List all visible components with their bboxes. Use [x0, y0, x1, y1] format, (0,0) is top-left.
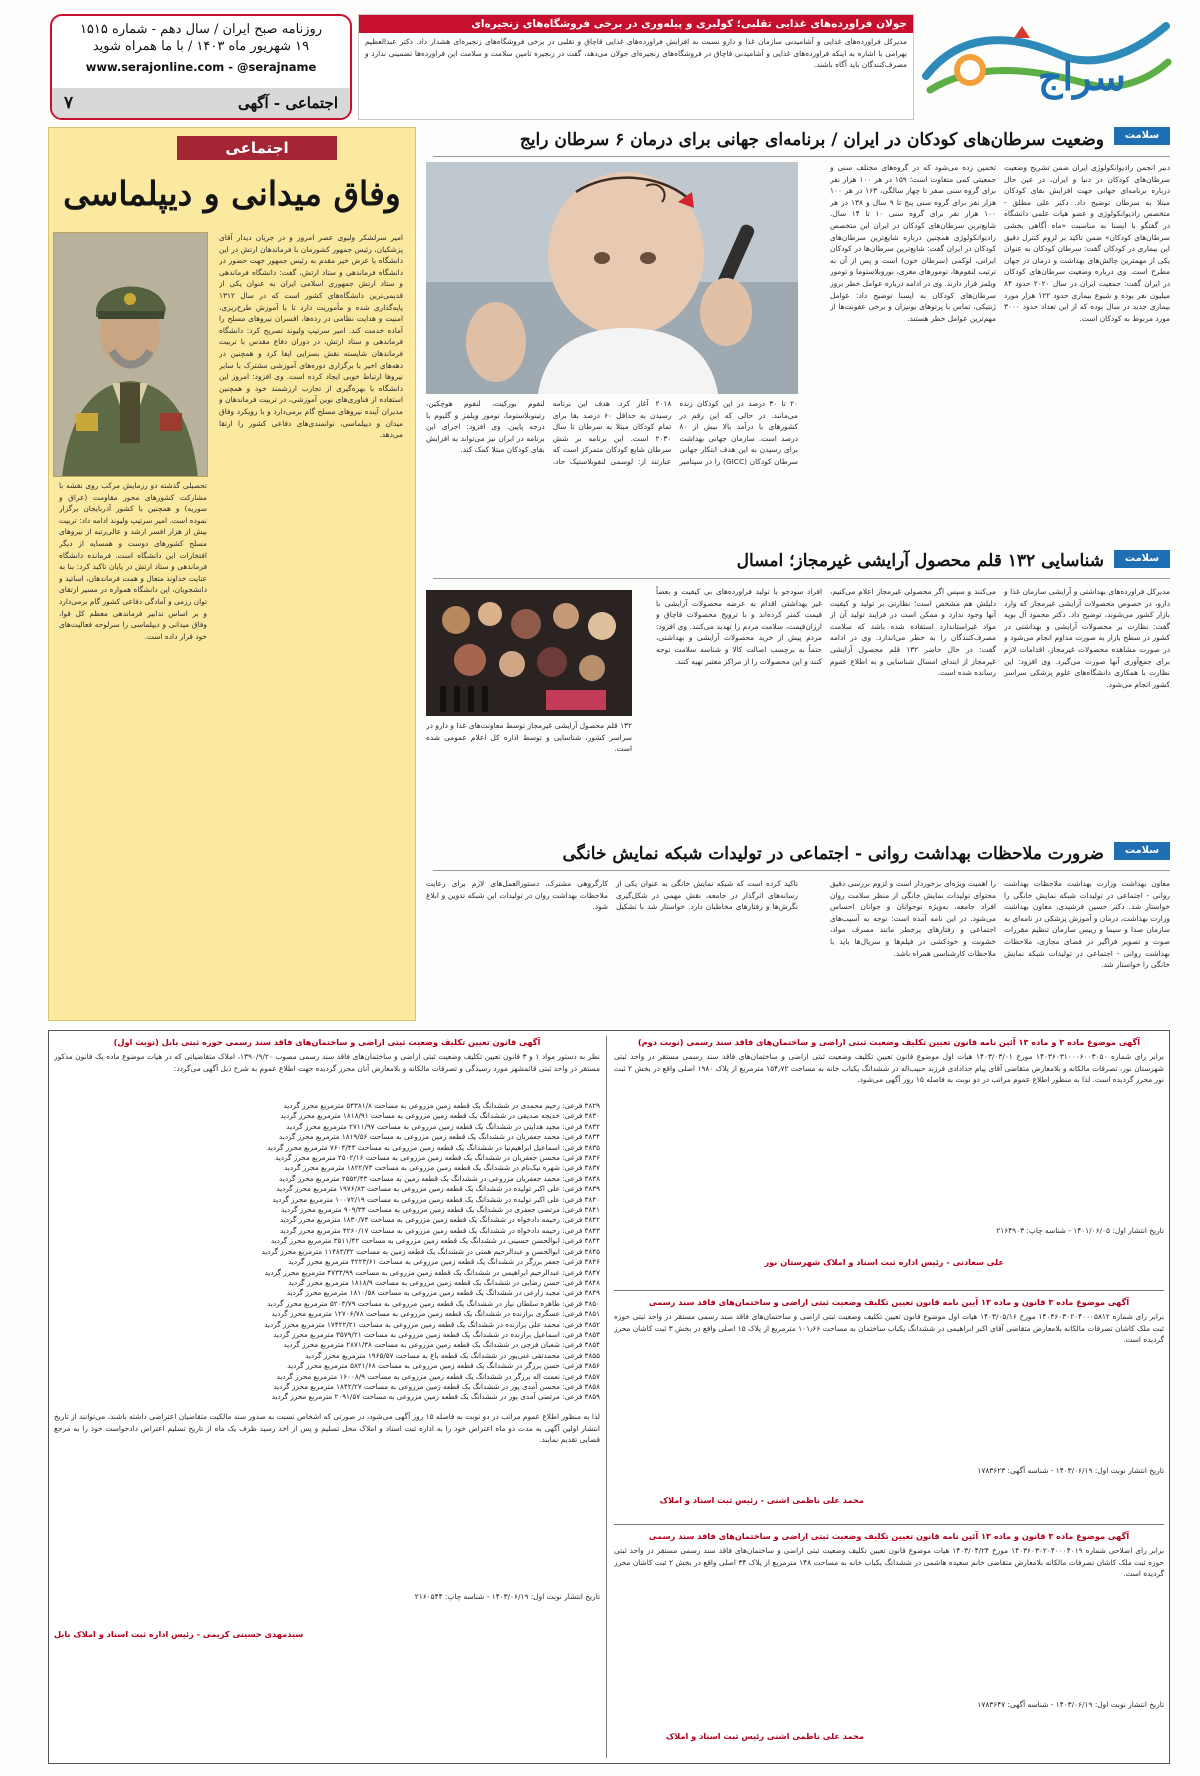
logo-text: سراج: [1038, 54, 1126, 99]
legal-ad-1-dates: تاریخ انتشار اول: ۱۴۰۱/۰۶/۰۵ - شناسه چاپ: ۲۱۶۴۹۰۳: [996, 1226, 1164, 1235]
parcel-row: ۳۸۴۹ فرعی: مجید زارعی در ششدانگ یک قطعه زمین مزروعی به مساحت ۱۸۱۰/۵۸ مترمربع محرز گردید: [286, 1288, 600, 1298]
person-photo-icon: [53, 233, 207, 477]
divider: [433, 156, 1170, 157]
lead-news-box[interactable]: [358, 14, 914, 120]
legal-ad-3-body: برابر رای اصلاحی شماره ۱۴۰۳۶۰۳۰۲۰۴۰۰۰۴۰۱۹ مورخ ۱۴۰۳/۰۴/۲۴ هیات موضوع قانون تعیین تکلیف وضعیت ثبتی اراضی و ساختمان‌های فاقد سند رسمی مستقر در واحد ثبتی حوزه ثبت ملک کاشان تصرفات مالکانه بلامعارض متقاضی خانم سعیده هاشمی در ششدانگ یکباب خانه به مساحت ۱۴۸ مترمربع از پلاک ۳۴ اصلی واقع در بخش ۲ ثبت کاشان محرز گردیده است.: [614, 1546, 1164, 1579]
section-tag-health-2: سلامت: [1114, 550, 1170, 568]
parcel-row: ۳۸۳۹ فرعی: علی اکبر تولیده در ششدانگ یک قطعه زمین مزروعی به مساحت ۱۹۷۶/۸۳ مترمربع محرز گردید: [276, 1184, 600, 1194]
parcel-row: ۳۸۴۶ فرعی: جعفر برزگر در ششدانگ یک قطعه زمین مزروعی به مساحت ۴۲۲۳/۶۱ مترمربع محرز گردید: [288, 1257, 600, 1267]
article3-text-middle: را اهمیت ویژه‌ای برخوردار است و لزوم بررسی دقیق محتوای تولیدات نمایش خانگی از منظر سلامت روان افراد جامعه، به‌ویژه نوجوانان و جوانان احساس می‌شود. در این نامه آمده است: توجه به آسیب‌های اجتماعی و رفتارهای پرخطر مانند مصرف مواد، خشونت و خودکشی در فیلم‌ها و سریال‌ها باید با ملاحظات کارشناسی همراه باشد.: [830, 879, 996, 958]
legal-ad-4-intro: نظر به دستور مواد ۱ و ۳ قانون تعیین تکلیف وضعیت ثبتی اراضی و ساختمان‌های فاقد سند رسمی مصوب ۱۳۹۰/۹/۲۰، املاک متقاضیانی که در هیات موضوع ماده یک قانون مذکور مستقر در واحد ثبتی قائمشهر مورد رسیدگی و تصرفات مالکانه و بلامعارض آنان محرز گردیده جهت اطلاع عموم به شرح ذیل آگهی می‌گردد:: [54, 1052, 600, 1073]
child-patient-photo: [426, 162, 798, 394]
cosmetics-photo-icon: [426, 590, 632, 716]
parcel-row: ۳۸۳۴ فرعی: محمد جعفریان در ششدانگ یک قطعه زمین مزروعی به مساحت ۱۸۱۹/۵۶ مترمربع محرز گردید: [279, 1132, 600, 1142]
parcel-row: ۳۸۳۷ فرعی: شهره نیک‌نام در ششدانگ یک قطعه زمین مزروعی به مساحت ۱۸۲۲/۷۳ مترمربع محرز گردید: [284, 1163, 600, 1173]
legal-ad-1: [614, 1036, 1164, 1282]
column-divider: [606, 1036, 607, 1758]
newspaper-logo[interactable]: [918, 14, 1172, 110]
masthead-box: [50, 14, 352, 120]
parcel-row: ۳۸۴۰ فرعی: علی اکبر تولیده در ششدانگ یک قطعه زمین مزروعی به مساحت ۱۰۰۷۲/۱۹ مترمربع محرز گردید: [272, 1194, 600, 1204]
divider: [433, 578, 1170, 579]
parcel-row: ۳۸۵۰ فرعی: طاهره سلطان نیاز در ششدانگ یک قطعه زمین مزروعی به مساحت ۵۲۰۳/۷۹ مترمربع محرز گردید: [267, 1298, 600, 1308]
legal-ad-1-body: برابر رای شماره ۱۴۰۳۶۰۳۱۰۰۰۶۰۰۳۰۵۰ مورخ ۱۴۰۳/۰۳/۰۱ هیات اول موضوع قانون تعیین تکلیف وضعیت ثبتی اراضی و ساختمان‌های فاقد سند رسمی مستقر در واحد ثبتی شهرستان نور، تصرفات مالکانه و بلامعارض متقاضی آقای پیام خدادادی فرزند حبیب‌اله در ششدانگ یکباب خانه به مساحت ۱۵۴٫۷۲ مترمربع از پلاک ۱۹۸۰ اصلی واقع در بخش ۲ ثبت نور محرز گردیده است. لذا به منظور اطلاع عموم مراتب در دو نوبت به فاصله ۱۵ روز آگهی می‌شود.: [614, 1052, 1164, 1085]
parcel-row: ۳۸۴۷ فرعی: عبدالرحیم ابراهیمی در ششدانگ یک قطعه زمین مزروعی به مساحت ۴۷۳۴/۹۹ مترمربع محرز گردید: [264, 1267, 600, 1277]
parcel-row: ۳۸۴۸ فرعی: حسن رضایی در ششدانگ یک قطعه زمین مزروعی به مساحت ۱۸۱۸/۹ مترمربع محرز گردید: [288, 1277, 600, 1287]
lead-news-title[interactable]: جولان فراورده‌های غذایی تقلبی؛ کولبری و پیلەوری در برخی فروشگاه‌های زنجیره‌ای: [359, 15, 913, 33]
divider: [614, 1524, 1164, 1525]
legal-ad-2-body: برابر رای شماره ۱۴۰۳۶۰۳۰۲۰۴۰۰۰۵۸۱۲ مورخ ۱۴۰۳/۰۵/۱۶ هیات اول موضوع قانون تعیین تکلیف وضعیت ثبتی اراضی و ساختمان‌های فاقد سند رسمی مستقر در واحد ثبتی حوزه ثبت ملک کاشان تصرفات مالکانه بلامعارض متقاضی آقای اکبر ابراهیمی در ششدانگ یکباب ساختمان به مساحت ۱۰۱٫۶۶ مترمربع از پلاک ۱۵ اصلی واقع در بخش ۳ ثبت کاشان محرز گردیده است.: [614, 1312, 1164, 1345]
parcel-row: ۳۸۴۵ فرعی: ابوالحسن و عبدالرحیم همتی در ششدانگ یک قطعه زمین به مساحت ۱۱۴۸۳/۳۲ مترمربع محرز گردید: [261, 1246, 600, 1256]
article2-headline[interactable]: شناسایی ۱۳۲ قلم محصول آرایشی غیرمجاز؛ امسال: [736, 551, 1104, 571]
article1-text-right: دبیر انجمن رادیوانکولوژی ایران ضمن تشریح وضعیت سرطان‌های کودکان در دنیا و ایران، در عین حال درباره برنامه‌ای جهانی جهت افزایش بقای کودکان مبتلا به سرطان توضیح داد. دکتر علی مطلق - متخصص رادیوانکولوژی و عضو هیات علمی دانشگاه در گفتگو با ایسنا به مناسبت «ماه آگاهی بخشی سرطان‌های کودکان» ضمن تاکید بر لزوم کنترل دقیق این بیماری در کودکان گفت: سرطان کودکان به عنوان یکی از مهمترین چالش‌های بهداشت و درمان در جهان مطرح است. وی درباره وضعیت سرطان‌های کودکان در ایران گفت: جمعیت ایران در سال ۲۰۲۰ حدود ۸۴ میلیون نفر بوده و شیوع بیماری حدود ۱۲۲ هزار مورد بیماری جدید در سال بوده که از این تعداد حدود ۳۰۰۰ مورد مربوط به کودکان است.: [1004, 163, 1170, 323]
article2-text-right: مدیرکل فراورده‌های بهداشتی و آرایشی سازمان غذا و دارو، در خصوص محصولات آرایشی غیرمجاز که وارد بازار کشور می‌شوند، توضیح داد. دکتر محمود آل بویه گفت: نظارت بر محصولات آرایشی و بهداشتی در کشور در سطح بازار به صورت مداوم انجام می‌شود و در صورت مشاهده محصولات غیرمجاز، اقدامات لازم برای جمع‌آوری آنها صورت می‌گیرد. وی افزود: این نظارت با همکاری دانشگاه‌های علوم پزشکی سراسر کشور انجام می‌شود.: [1004, 587, 1170, 689]
parcel-row: ۳۸۵۶ فرعی: حسن برزگر در ششدانگ یک قطعه زمین مزروعی به مساحت ۵۸۲۱/۶۸ مترمربع محرز گردید: [287, 1361, 600, 1371]
legal-ad-4-outro: لذا به منظور اطلاع عموم مراتب در دو نوبت به فاصله ۱۵ روز آگهی می‌شود، در صورتی که اشخاص نسبت به صدور سند مالکیت متقاضیان اعتراضی داشته باشند، می‌توانند از تاریخ انتشار اولین آگهی به مدت دو ماه اعتراض خود را به اداره ثبت اسناد و املاک محل تسلیم و پس از اخذ رسید ظرف یک ماه از تاریخ تسلیم اعتراض دادخواست خود را به مرجع قضایی تقدیم نمایند.: [54, 1412, 600, 1445]
article3-text-left: تاکید کرده است که شبکه نمایش خانگی به عنوان یکی از رسانه‌های اثرگذار در جامعه، نقش مهمی در شکل‌گیری نگرش‌ها و رفتارهای مخاطبان دارد. خواستار شد با تشکیل کارگروهی مشترک، دستورالعمل‌های لازم برای رعایت ملاحظات بهداشت روان در تولیدات این شبکه تدوین و ابلاغ شود.: [426, 879, 798, 912]
legal-ad-2-signature: محمد علی ناظمی اشنی - رئیس ثبت اسناد و املاک: [659, 1495, 864, 1505]
lead-news-body: مدیرکل فراورده‌های غذایی و آشامیدنی سازمان غذا و دارو نسبت به افزایش فراورده‌های غذایی قاچاق و تقلبی در برخی فروشگاه‌های زنجیره‌ای هشدار داد. دکتر عبدالعظیم بهرامی با اشاره به اینکه فراورده‌های غذایی و آشامیدنی قاچاق در فروشگاه‌های زنجیره‌ای جولان می‌دهد، گفت در زنجیره تامین سلامت و سلامت این فراورده‌ها تضمینی ندارد و مصرف‌کنندگان باید آگاه باشند.: [365, 37, 907, 70]
issue-info: روزنامه صبح ایران / سال دهم - شماره ۱۵۱۵: [79, 22, 323, 37]
sidebar-column: [48, 127, 416, 1021]
parcel-row: ۳۸۳۲ فرعی: مجید هدایتی در ششدانگ یک قطعه زمین مزروعی به مساحت ۲۷۱۱/۹۷ مترمربع محرز گردید: [286, 1121, 600, 1131]
legal-ad-3-signature: محمد علی ناظمی اشنی رئیس ثبت اسناد و املاک: [665, 1731, 864, 1741]
page-section-bar: [52, 88, 350, 118]
legal-ad-2: [614, 1296, 1164, 1516]
divider: [614, 1290, 1164, 1291]
article3-headline[interactable]: ضرورت ملاحظات بهداشت روانی - اجتماعی در تولیدات شبکه نمایش خانگی: [562, 844, 1104, 864]
parcel-row: ۳۸۵۱ فرعی: عسگری برازنده در ششدانگ یک قطعه زمین مزروعی به مساحت ۱۲۷۰۶/۷۸ مترمربع محرز گردید: [271, 1309, 600, 1319]
parcel-row: ۳۸۴۳ فرعی: رحیمه دادخواه در ششدانگ یک قطعه زمین مزروعی به مساحت ۴۲۶۰/۱۷ مترمربع محرز گردید: [280, 1225, 600, 1235]
cosmetics-photo: [426, 590, 632, 716]
parcel-row: ۳۸۵۲ فرعی: محمد علی برازنده در ششدانگ یک قطعه زمین مزروعی به مساحت ۱۷۴۲۲/۲۱ مترمربع محرز گردید: [264, 1319, 600, 1329]
legal-ad-3-dates: تاریخ انتشار نوبت اول: ۱۴۰۳/۰۶/۱۹ - شناسه آگهی: ۱۷۸۳۶۴۷: [977, 1700, 1164, 1709]
section-tag-health-1: سلامت: [1114, 127, 1170, 145]
parcel-row: ۳۸۳۵ فرعی: اسماعیل ابراهیم‌نیا در ششدانگ یک قطعه زمین مزروعی به مساحت ۷۶۰۴/۴۳ مترمربع محرز گردید: [267, 1142, 600, 1152]
parcel-row: ۳۸۵۴ فرعی: شعبان فرجی در ششدانگ یک قطعه زمین مزروعی به مساحت ۲۸۷۱/۳۸ مترمربع محرز گردید: [283, 1340, 600, 1350]
legal-ad-1-title: آگهی موضوع ماده ۳ و ماده ۱۳ آئین نامه قانون تعیین تکلیف وضعیت ثبتی اراضی و ساختمان‌های فاقد سند رسمی (نوبت دوم): [637, 1037, 1141, 1047]
parcel-row: ۳۸۴۱ فرعی: مرتضی جعفری در ششدانگ یک قطعه زمین مزروعی به مساحت ۹۰۹/۳۴ مترمربع محرز گردید: [281, 1205, 600, 1215]
legal-ad-4-title: آگهی قانون تعیین تکلیف وضعیت ثبتی اراضی و ساختمان‌های فاقد سند رسمی حوزه ثبتی بابل (نوبت اول): [113, 1037, 541, 1047]
article1-text-lower: ۲۰ تا ۳۰ درصد در این کودکان زنده می‌مانند. در حالی که این رقم در کشورهای با درآمد بالا بیش از ۸۰ درصد است. سازمان جهانی بهداشت برای رسیدن به این هدف ابتکار جهانی سرطان کودکان (GICC) را در سپتامبر ۲۰۱۸ آغاز کرد. هدف این برنامه رسیدن به حداقل ۶۰ درصد بقا برای تمام کودکان مبتلا به سرطان تا سال ۲۰۳۰ است. این برنامه بر شش سرطان شایع کودکان متمرکز است که عبارتند از: لوسمی لنفوبلاستیک حاد، لنفوم بورکیت، لنفوم هوچکین، رتینوبلاستوما، تومور ویلمز و گلیوم با درجه پایین. وی افزود: اجرای این برنامه در ایران نیز می‌تواند به افزایش بقای کودکان مبتلا کمک کند.: [426, 399, 798, 466]
sidebar-headline[interactable]: وفاق میدانی و دیپلماسی: [63, 174, 401, 213]
article1-text-middle: تخمین زده می‌شود که در گروه‌های مختلف سنی و جمعیتی کمی متفاوت است؛ ۱۵۹ در هر ۱۰۰ هزار نفر برای گروه سنی صفر تا چهار سالگی، ۱۶۳ در هر ۱۰۰ هزار نفر برای گروه سنی پنج تا ۹ سال و ۱۳۸ در هر ۱۰۰ هزار نفر برای گروه سنی ۱۰ تا ۱۴ سال. شایع‌ترین سرطان‌های کودکان در ایران این متخصص رادیوانکولوژی همچنین درباره شایع‌ترین سرطان‌های کودکان در ایران گفت: شایع‌ترین سرطان‌ها در کودکان ایرانی، لوکمی (سرطان خون) است و پس از آن به ترتیب لنفوم‌ها، تومورهای مغزی، نوروبلاستوما و تومور ویلمز قرار دارند. وی در ادامه درباره عوامل خطر بروز سرطان‌های کودکان به ایسنا توضیح داد: عوامل ژنتیکی، تماس با پرتوهای یونیزان و برخی عفونت‌ها از مهم‌ترین عوامل خطر هستند.: [830, 163, 996, 323]
sidebar-article-text-continued: تحصیلی گذشته دو رزمایش مرکب روی نقشه با مشارکت کشورهای محور مقاومت (عراق و سوریه) و همچنین با کشور آذربایجان برگزار نموده است. امیر سرتیپ ولیوند ادامه داد: تربیت بیش از هزار افسر ارشد و عالی‌رتبه از نیروهای مسلح کشورهای دوست و همسایه از دیگر افتخارات این دانشگاه است. فرمانده دانشگاه فرماندهی و ستاد ارتش در پایان تاکید کرد: بنا به عنایت خداوند متعال و همت فرماندهان، اساتید و دانشجویان، این دانشگاه همواره در مسیر ارتقای توان رزمی و آمادگی دفاعی کشور گام برمی‌دارد و بر اساس تدابیر فرماندهی معظم کل قوا، وفاق میدانی و دیپلماسی را سرلوحه فعالیت‌های خود قرار داده است.: [59, 481, 207, 641]
divider: [433, 870, 1170, 871]
legal-ad-2-dates: تاریخ انتشار نوبت اول: ۱۴۰۳/۰۶/۱۹ - شناسه آگهی: ۱۷۸۳۶۲۳: [977, 1466, 1164, 1475]
parcel-row: ۳۸۵۹ فرعی: مرتضی آمدی پور در ششدانگ یک قطعه زمین مزروعی به مساحت ۲۰۹۱/۵۷ مترمربع محرز گردید: [271, 1392, 600, 1402]
legal-ad-4-signature: سیدمهدی حسینی کریمی - رئیس اداره ثبت اسناد و املاک بابل: [54, 1629, 304, 1639]
parcel-row: ۳۸۴۴ فرعی: ابوالحسن حسینی در ششدانگ یک قطعه زمین مزروعی به مساحت ۳۵۱۱/۴۲ مترمربع محرز گردید: [270, 1236, 600, 1246]
parcel-row: ۳۸۴۲ فرعی: رحیمه دادخواه در ششدانگ یک قطعه زمین مزروعی به مساحت ۱۸۳۰/۷۴ مترمربع محرز گردید: [280, 1215, 600, 1225]
legal-ad-3: [614, 1530, 1164, 1756]
page-section-name: اجتماعی - آگهی: [237, 94, 338, 112]
issue-date: ۱۹ شهریور ماه ۱۴۰۳ / با ما همراه شوید: [92, 39, 310, 54]
parcel-row: ۳۸۵۷ فرعی: نعمت اله برزگر در ششدانگ یک قطعه زمین مزروعی به مساحت ۱۶۰۰۸/۹ مترمربع محرز گردید: [276, 1371, 600, 1381]
legal-ad-4-parcel-list: [54, 1101, 600, 1405]
parcel-row: ۳۸۳۶ فرعی: محسن جعفریان در ششدانگ یک قطعه زمین مزروعی به مساحت ۲۵۰۲/۱۶ مترمربع محرز گردید: [275, 1153, 600, 1163]
legal-ad-2-title: آگهی موضوع ماده ۳ قانون و ماده ۱۳ آیین نامه قانون تعیین تکلیف وضعیت ثبتی اراضی و ساختمان‌های فاقد سند رسمی: [648, 1297, 1130, 1307]
page-number: ۷: [64, 93, 74, 113]
section-tag-health-3: سلامت: [1114, 842, 1170, 860]
legal-ad-4-dates: تاریخ انتشار نوبت اول: ۱۴۰۳/۰۶/۱۹ - شناسه چاپ: ۲۱۶۰۵۴۴: [414, 1592, 600, 1601]
parcel-row: ۳۸۵۵ فرعی: محمدتقی غنی‌پور در ششدانگ یک قطعه باغ به مساحت ۱۹۶۵/۵۷ مترمربع محرز گردید: [305, 1350, 600, 1360]
article2-photo-caption: ۱۳۲ قلم محصول آرایشی غیرمجاز توسط معاونت‌های غذا و دارو در سراسر کشور، شناسایی و توسط اداره کل اعلام عمومی شده است.: [426, 721, 632, 754]
article2-text-left: افراد سودجو با تولید فراورده‌های بی کیفیت و بعضاً غیر بهداشتی اقدام به عرضه محصولات آرایشی با قیمت کمتر کرده‌اند و با ترویج محصولات قاچاق و ارزان‌قیمت، سلامت مردم را تهدید می‌کنند. وی افزود: مردم پیش از خرید محصولات آرایشی و بهداشتی، حتماً به برچسب اصالت کالا و شناسه سلامت توجه کنند و این محصولات را از مراکز معتبر تهیه کنند.: [656, 587, 822, 666]
child-photo-icon: [426, 162, 798, 394]
parcel-row: ۳۸۵۸ فرعی: محسن آمدی پور در ششدانگ یک قطعه زمین مزروعی به مساحت ۱۸۴۲/۲۷ مترمربع محرز گردید: [273, 1381, 600, 1391]
parcel-row: ۳۸۳۸ فرعی: محمد جعفریان مزروعی در ششدانگ یک قطعه زمین به مساحت ۲۵۵۲/۴۳ مترمربع محرز گردید: [279, 1173, 600, 1183]
article2-text-middle: می‌کنند و سپس اگر محصولی غیرمجاز اعلام می‌کنیم، دلیلش هم مشخص است؛ نظارتی بر تولید و کیفیت آنها وجود ندارد و ممکن است در فرایند تولید آن از مواد غیراستاندارد استفاده شده باشد که سلامت مصرف‌کنندگان را به خطر می‌اندازد. وی در ادامه گفت: در حال حاضر ۱۳۲ قلم محصول آرایشی غیرمجاز از ابتدای امسال شناسایی و به اطلاع عموم رسانده شده است.: [830, 587, 996, 678]
legal-ad-3-title: آگهی موضوع ماده ۳ قانون و ماده ۱۳ آئین نامه قانون تعیین تکلیف وضعیت ثبتی اراضی و ساختمان‌های فاقد سند رسمی: [648, 1531, 1130, 1541]
parcel-row: ۳۸۵۳ فرعی: اسماعیل برازنده در ششدانگ یک قطعه زمین مزروعی به مساحت ۳۵۷۹/۲۱ مترمربع محرز گردید: [273, 1329, 600, 1339]
commander-photo: [53, 232, 208, 477]
sidebar-article-text: امیر سرلشکر ولیوی عصر امروز و در جریان دیدار آقای پزشکیان، رئیس جمهور کشورمان با فرماندهان ارتش در این دانشگاه با عرض خیر مقدم به رئیس جمهور جهت حضور در دانشگاه فرماندهی و ستاد ارتش، گفت: دانشگاه فرماندهی و ستاد ارتش جمهوری اسلامی ایران به عنوان یکی از قدیمی‌ترین دانشگاه‌های کشور است که در سال ۱۳۱۲ پایه‌گذاری شده و مأموریت دارد تا با آموزش طرح‌ریزی، امنیت و هدایت نظامی در رده‌ها، افسران نیروهای مسلح را آماده خدمت کند. امیر سرتیپ ولیوند تصریح کرد: دانشگاه فرماندهی و ستاد ارتش، در دوران دفاع مقدس با تربیت فرماندهان شایسته نقش بسزایی ایفا کرد و همچنین در دهه‌های اخیر با برگزاری دوره‌های آموزشی مشترک با سایر نیروها ارتباط خوبی ایجاد کرده است. وی افزود: امروز این دانشگاه با بهره‌گیری از تجارب ارزشمند خود و همچنین استفاده از فناوری‌های نوین آموزشی، در تربیت فرماندهان و مدیران آینده نیروهای مسلح گام برمی‌دارد و با رویکرد وفاق میدان و دیپلماسی، توانمندی‌های دفاعی کشور را ارتقا می‌دهد.: [219, 233, 403, 440]
article3-text-right: معاون بهداشت وزارت بهداشت ملاحظات بهداشت روانی - اجتماعی در تولیدات شبکه نمایش خانگی را خواستار شد. دکتر حسین فرشیدی، معاون بهداشت وزارت بهداشت، درمان و آموزش پزشکی در نامه‌ای به سازمان صدا و سیما و رییس سازمان تنظیم مقررات صوت و تصویر فراگیر در فضای مجازی، ملاحظات بهداشت روانی - اجتماعی در تولیدات شبکه نمایش خانگی را خواستار شد.: [1004, 879, 1170, 970]
legal-ad-4: [54, 1036, 600, 1758]
parcel-row: ۳۸۲۹ فرعی: رحیم محمدی در ششدانگ یک قطعه زمین مزروعی به مساحت ۵۴۳۸۱/۸ مترمربع محرز گردید: [283, 1101, 600, 1110]
article1-headline[interactable]: وضعیت سرطان‌های کودکان در ایران / برنامه‌ای جهانی برای درمان ۶ سرطان رایج: [519, 130, 1104, 150]
parcel-row: ۳۸۳۰ فرعی: خدیجه صدیقی در ششدانگ یک قطعه زمین مزروعی به مساحت ۱۸۱۸/۹۱ مترمربع محرز گردید: [280, 1111, 600, 1121]
website-link[interactable]: www.serajonline.com - @serajname: [85, 60, 317, 74]
sidebar-section-tag: اجتماعی: [177, 136, 337, 160]
legal-ad-1-signature: علی سعادتی - رئیس اداره ثبت اسناد و املاک شهرستان نور: [764, 1257, 1004, 1267]
